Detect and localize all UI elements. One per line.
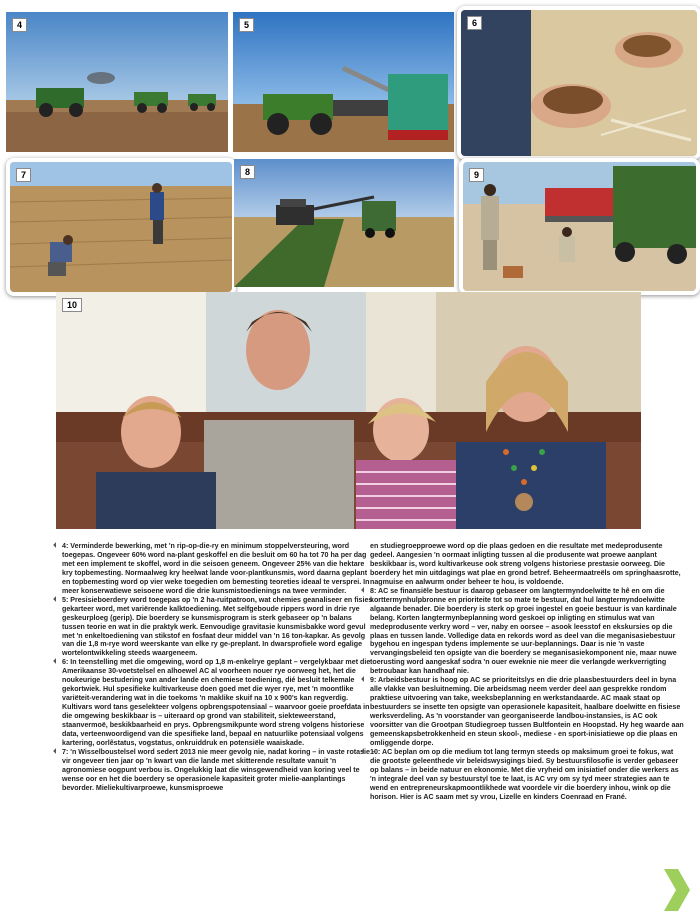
caption-arrow-icon (53, 596, 59, 602)
caption-4: 4: Verminderde bewerking, met 'n rip-op-die-ry en minimum stoppelversteuring, word toegepas. Ongeveer 60% word na-plant geskoffel en die besluit om 60 ha tot 70 ha per dag met een implement te skoffel, word in die seisoen geneem. Ongeveer 25% van die hektare kry topbemesting. Normaalweg kry heelwat lande voor-plantkunsmis, word daarna geplant en topbemesting word op vier weke toegedien om bemesting teoreties ideaal te versprei. In meer konserwatiewe seisoene word die drie kunsmistoedienings na twee verminder. (62, 542, 376, 596)
caption-7-continued: en studiegroepproewe word op die plaas gedoen en die resultate met medeprodusente gedeel. Aangesien 'n oormaat inligting tussen al die produsente wat proewe aanplant beskikbaar is, word kultivarkeuse ook streng volgens historiese prestasie oorweeg. Die boerdery het min uitdagings wat plae en grond betref. Beheermaatreëls om springhaasrotte, nagmuise en aalwurm onder beheer te hou, is voldoende. (370, 542, 681, 586)
photo-6-soil-in-hands (457, 6, 700, 160)
photo-4-tractors-in-field (6, 12, 228, 152)
trucks-yard-image (463, 162, 696, 291)
caption-arrow-icon (53, 748, 59, 754)
continue-chevron-icon (662, 867, 692, 913)
planter-image (233, 12, 454, 152)
photo-number: 10 (62, 298, 82, 312)
caption-10: 10: AC beplan om op die medium tot lang termyn steeds op maksimum groei te fokus, wat die grootste geleenthede vir beleidswysigings bied. Sy bestuursfilosofie is verder gebaseer op balans – in beide natuur en ekonomie. Met die vryheid om inisiatief onder die werkers as 'n integrale deel van sy bestuurstyl toe te laat, is AC vry om sy tyd meer strategies aan te wend en entrepreneurskapmoontlikhede wat voordele vir die boerdery inhou, wink op die horison. Hier is AC saam met sy vrou, Lizelle en kinders Coenraad en Frané. (370, 748, 684, 802)
caption-8: 8: AC se finansiële bestuur is daarop gebaseer om langtermyndoelwitte te hê en om die korttermynhulpbronne en prioriteite tot so mate te bestuur, dat hul langtermyndoelwitte algaande benader. Die boerdery is sterk op groei ingestel en goeie bestuur is van kardinale belang. Korten langtermynbeplanning word geskoei op inligting en stimulus wat van medeprodusente verkry word – ver, naby en oorsee – asook leesstof en ekskursies op die plaas en tussen lande. Volledige data en rekords word as deel van die meganisasiebestuur bygehou en ingespan tydens implemente se uur-beplannings. Daar is nie 'n vaste vervangingsbeleid ten opsigte van die boerdery se meganisasiekomponent nie, maar nuwe toerusting word aangeskaf sodra 'n ouer eweknie nie meer die verlangde werkverrigting betroubaar kan handhaaf nie. (370, 587, 684, 677)
captions-right-column (370, 542, 684, 802)
photo-10-family-portrait (56, 292, 641, 529)
caption-6: 6: In teenstelling met die omgewing, word op 1,8 m-enkelrye geplant – vergelykbaar met die Amerikaanse 30-voetstelsel en alhoewel AC al voorheen nouer rye oorweeg het, het die noukeurige bestudering van ander lande en chemiese toediening, dié besluit telkemale gekortwiek. Hul spesifieke kultivarkeuse doen goed met die wyer rye, met 'n moontlike variëteit-verandering wat in die toekoms 'n maklike skuif na 10 x 900's kan regverdig. Kultivars word tans geselekteer volgens opbrengspotensiaal – waarvoor goeie proefdata in die omgewing beskikbaar is – uiteraard op grond van stabiliteit, siekteweerstand, staanvermoë, beskikbaarheid en prys. Opbrengsmikpunte word streng volgens historiese data, verteenwoordigend van die spesifieke land, bepaal en natuurlike potensiaal volgens kartering, oorlêstatus, vogstatus, onkruiddruk en potensiële waaiskade. (62, 658, 376, 748)
caption-9: 9: Arbeidsbestuur is hoog op AC se prioriteitslys en die drie plaasbestuurders deel in byna alle vlakke van besluitneming. Die arbeidsmag neem verder deel aan gesprekke rondom praktiese uitvoering van take, weeksbeplanning en werkstandaarde. AC maak staat op bestuurders se insette ten opsigte van operasionele kapasiteit, haalbare doelwitte en fisiese werksverdeling. As 'n voorstander van georganiseerde landbou-instansies, is AC ook voorsitter van die Grootpan Studiegroep tussen Bultfontein en Hoopstad. Hy heg waarde aan gemeenskapsbetrokkenheid en steun skool-, mediese - en sport-inisiatiewe op die plaas en omliggende dorpe. (370, 676, 684, 748)
caption-5: 5: Presisieboerdery word toegepas op 'n 2 ha-ruitpatroon, wat chemies geanaliseer en fisies gekarteer word, met variërende kalktoediening. Met selfgeboude rippers word in drie rye geskeurploeg (gerip). Die boerdery se kunsmisprogram is sterk gebaseer op 'n balans tussen teorie en wat in die praktyk werk. Eenvoudige gravitasie kunsmisbakke word gevul met 'n enkeltoediening van stikstof en fosfaat deur middel van 'n 16 ton-kapkar. As gevolg van die 1,8 m-rye word weerskante van elke ry ge-preplant. In dwarsprofiele word egalige wortelontwikkeling steeds waargeneem. (62, 596, 376, 659)
photo-number: 4 (12, 18, 27, 32)
harvester-image (234, 159, 454, 287)
photo-9-yard-with-trucks (459, 158, 700, 295)
captions-left-column (62, 542, 376, 793)
soil-hands-image (461, 10, 697, 156)
photo-number: 7 (16, 168, 31, 182)
tractors-field-image (6, 12, 228, 152)
caption-arrow-icon (53, 542, 59, 548)
caption-arrow-icon (53, 659, 59, 665)
photo-5-planter-and-fertiliser-cart (233, 12, 454, 152)
family-portrait-image (56, 292, 641, 529)
photo-8-combine-harvester (234, 159, 454, 287)
photo-number: 9 (469, 168, 484, 182)
photo-number: 6 (467, 16, 482, 30)
photo-number: 5 (239, 18, 254, 32)
photo-7-workers-in-field (6, 158, 236, 296)
photo-number: 8 (240, 165, 255, 179)
caption-7: 7: 'n Wisselboustelsel word sedert 2013 nie meer gevolg nie, nadat koring – in vaste rotasie – vir ongeveer tien jaar op 'n kwart van die lande met skitterende resultate vanuit 'n agronomiese oogpunt verbou is. Ongelukkig laat die winsgewendheid van koring veel te wense oor en het die boerdery se operasionele kapasiteit groter mielie-aanplantings bevorder. Mieliekultivarproewe, kunsmisproewe (62, 748, 376, 793)
workers-field-image (10, 162, 232, 292)
